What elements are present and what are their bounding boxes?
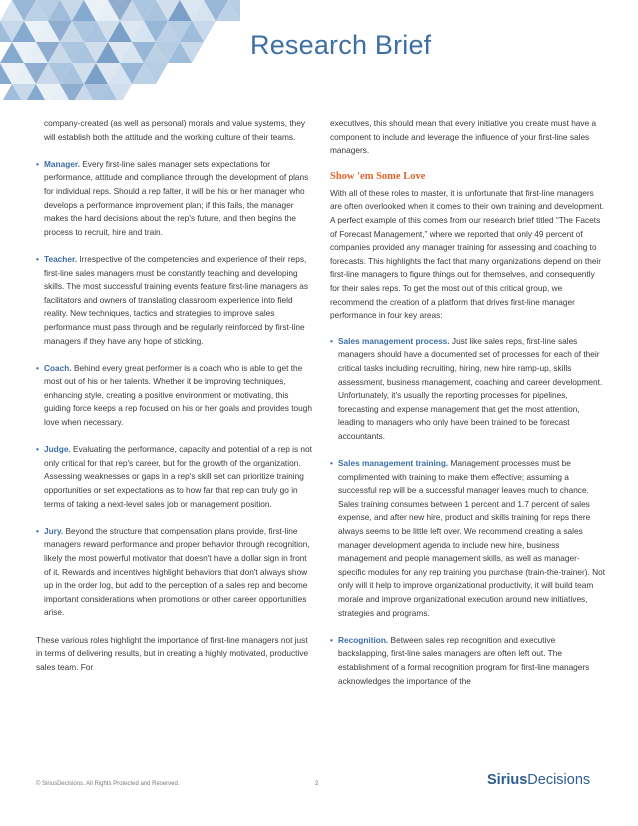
bullet-lead: Teacher. [44,253,78,264]
bullet-manager [36,158,312,240]
right-column [330,117,606,702]
footer-copyright: © SiriusDecisions. All Rights Protected and Reserved. [36,781,180,787]
logo-part-1: Sirius [487,772,528,788]
bullet-dot-icon: • [36,444,39,455]
bullet-coach [36,362,312,430]
page-title: Research Brief [250,30,432,60]
bullet-judge [36,443,312,511]
bullet-sales-management-process [330,335,606,444]
left-closing-paragraph: These various roles highlight the importance of first-line managers not just in terms of delivering results, but in creating a highly motivated, productive sales team. For [36,634,309,672]
left-column [36,117,312,686]
bullet-lead: Recognition. [338,634,389,645]
bullet-text: Just like sales reps, first-line sales managers should have a documented set of processes for each of their critical tasks including recruiting, hiring, new hire ramp-up, skills assessment, business management, coaching and career development. Unfortunately, it's usually the reporting processes for pipelines, forecasting and expense management that get the most attention, leading to managers who only have been trained to be forecast accountants. [338,335,603,441]
bullet-text: Between sales rep recognition and executive backslapping, first-line sales managers are often left out. The establishment of a formal recognition program for first-line managers acknowledges the importance of the [338,634,590,686]
logo-part-2: Decisions [527,772,591,788]
company-logo [487,772,590,788]
section-heading: Show 'em Some Love [330,170,426,182]
bullet-dot-icon: • [36,253,39,264]
bullet-text: Management processes must be complimented with training to make them effective; assuming a successful rep will be a successful manager leaves much to chance. Sales training consumes between 1 percent and 1.7 percent of sales expense, and after new hire, product and skills training for reps there always seems to be little left over. We recommend creating a sales manager development agenda to include new hire, business management and people management skills, as well as manager-specific modules for any rep training you purchase (train-the-trainer). Not only will it help to improve organizational productivity, it will build team morale and improve organizational execution around new initiatives, strategies and programs. [338,458,606,618]
right-body-paragraph: With all of these roles to master, it is unfortunate that first-line managers are often overlooked when it comes to their own training and development. A perfect example of this comes from our research brief titled “The Facets of Forecast Management,” where we reported that only 49 percent of companies provided any manager training for assessing and coaching to forecasts. This highlights the fact that many organizations depend on their first-line managers to figure things out for themselves, and consequently for their sales reps. To get the most out of this critical group, we recommend the creation of a platform that drives first-line manager performance in four key areas: [330,187,604,321]
bullet-recognition [330,634,606,688]
bullet-text: Beyond the structure that compensation plans provide, first-line managers reward performance and proper behavior through recognition, likely the most powerful motivator that doesn't have a dollar sign in front of it. Rewards and incentives highlight behaviors that don't always show up in the order log, but add to the perception of a sales rep and become important considerations when promotions or other career opportunities arise. [44,525,310,618]
bullet-teacher [36,253,312,348]
bullet-lead: Jury. [44,525,64,536]
bullet-lead: Sales management process. [338,335,450,346]
bullet-dot-icon: • [36,362,39,373]
bullet-lead: Judge. [44,444,71,455]
bullet-text: Irrespective of the competencies and experience of their reps, first-line sales managers must be constantly teaching and developing skills. The most successful training events feature first-line managers as facilitators and owners of translating classroom experience into field reality. New techniques, tactics and strategies to improve sales performance must pass through and be regularly reinforced by first-line managers if they have any hope of sticking. [44,253,309,346]
bullet-text: Evaluating the performance, capacity and potential of a rep is not only critical for that rep's career, but for the growth of the organization. Assessing weaknesses or gaps in a rep's skill set can prioritize training opportunities or set expectations as to how far that rep can truly go in terms of taking a next-level sales job or management position. [44,444,312,509]
bullet-dot-icon: • [36,525,39,536]
header-triangle-pattern [0,0,240,100]
right-intro-paragraph: executives, this should mean that every initiative you create must have a component to include and leverage the influence of your first-line sales managers. [330,118,597,156]
bullet-dot-icon: • [330,458,333,469]
page-number: 2 [315,781,319,787]
bullet-dot-icon: • [330,634,333,645]
bullet-dot-icon: • [330,335,333,346]
bullet-sales-management-training [330,457,606,620]
bullet-jury [36,525,312,620]
bullet-lead: Manager. [44,158,80,169]
bullet-text: Every first-line sales manager sets expectations for performance, attitude and compliance through the development of plans for individual reps. Should a rep falter, it will be his or her manager who develops a performance improvement plan; if this fails, the manager makes the hard decisions about the rep's future, and then begins the process to recruit, hire and train. [44,158,309,237]
left-intro-paragraph: company-created (as well as personal) morals and value systems, they will establish both the attitude and the working culture of their teams. [44,118,306,142]
bullet-lead: Coach. [44,362,72,373]
bullet-lead: Sales management training. [338,458,449,469]
bullet-dot-icon: • [36,158,39,169]
bullet-text: Behind every great performer is a coach who is able to get the most out of his or her talents. Whether it be improving techniques, enhancing style, creating a positive environment or motivating, this guiding force keeps a rep focused on his or her goals and provides tough love when necessary. [44,362,312,428]
